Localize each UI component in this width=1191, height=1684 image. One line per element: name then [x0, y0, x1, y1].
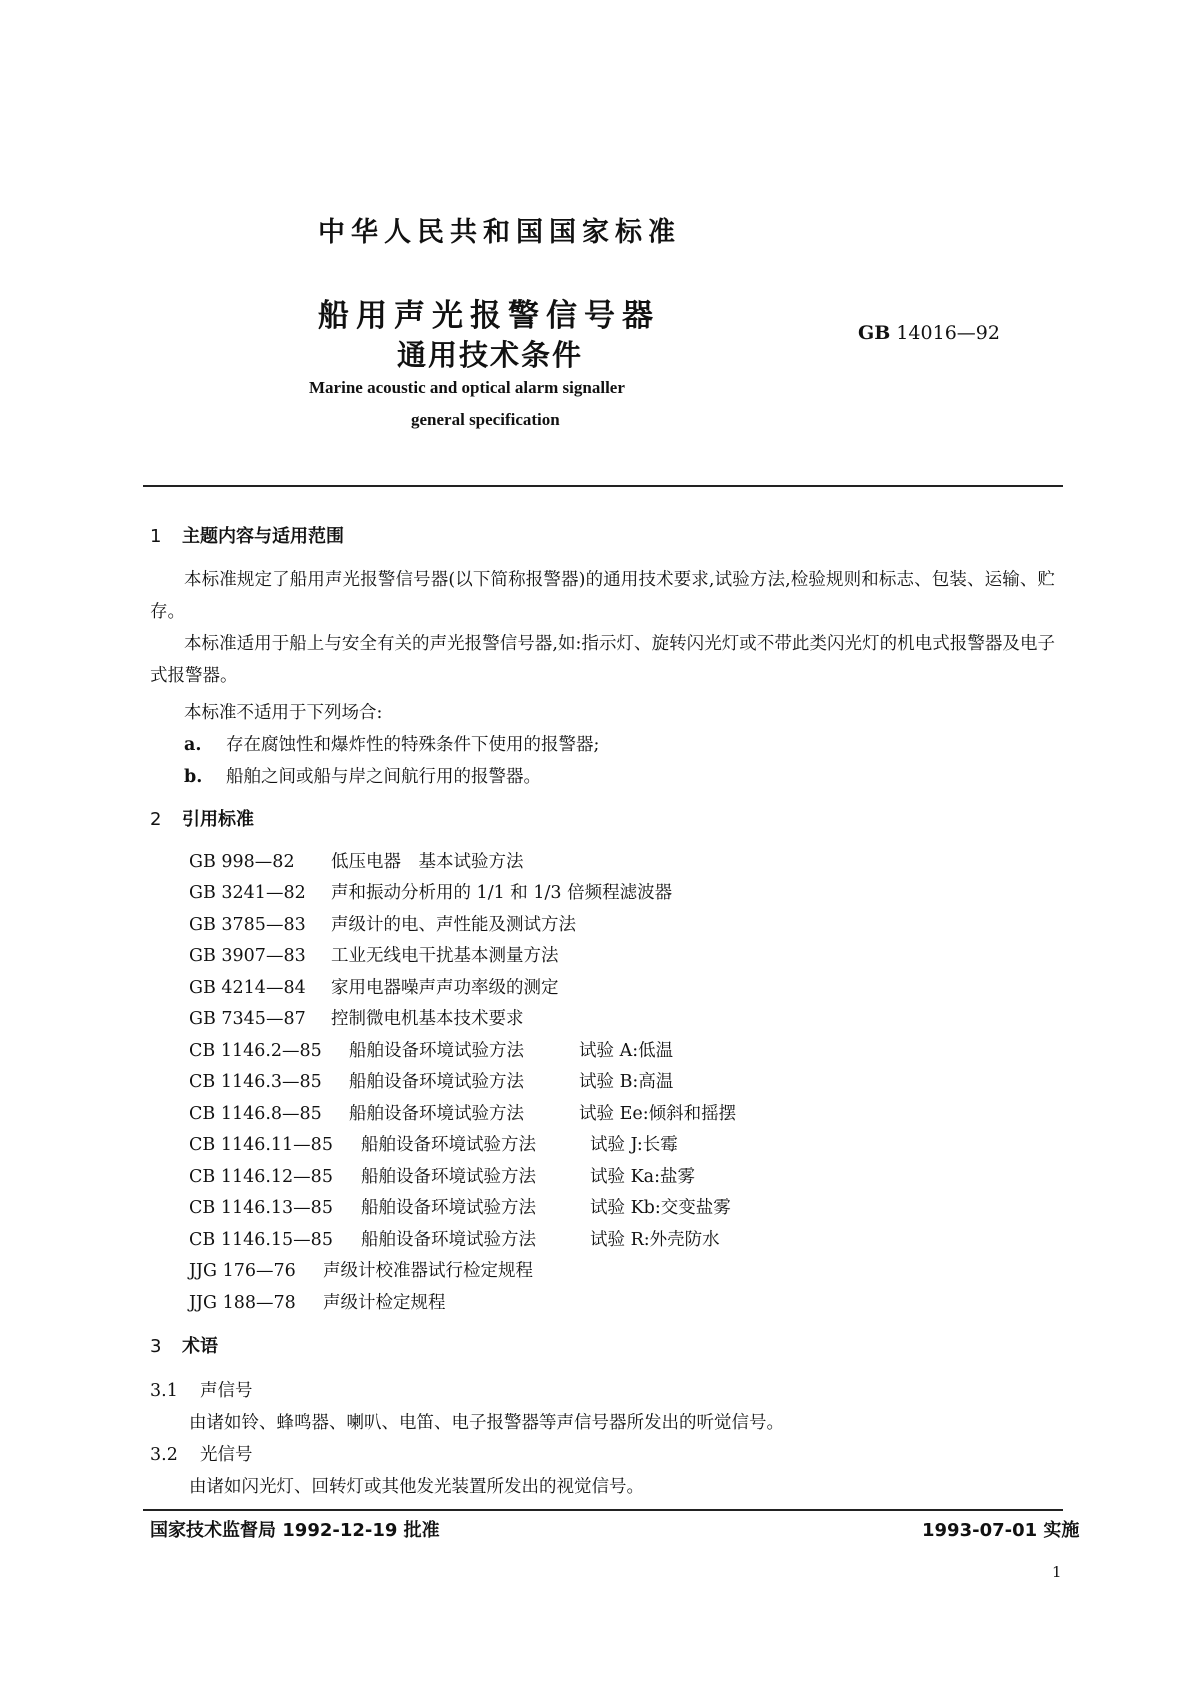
section-2-heading — [150, 805, 254, 831]
reference-code: GB 3785—83 — [189, 915, 306, 935]
reference-code: JJG 188—78 — [189, 1293, 296, 1313]
term-definition: 由诸如铃、蜂鸣器、喇叭、电笛、电子报警器等声信号器所发出的听觉信号。 — [189, 1413, 784, 1433]
section-1-para-2: 本标准适用于船上与安全有关的声光报警信号器,如:指示灯、旋转闪光灯或不带此类闪光灯的机电式报警器及电子式报警器。 — [150, 634, 1055, 686]
standard-code-prefix: GB — [858, 322, 891, 344]
reference-code: GB 4214—84 — [189, 978, 306, 998]
approval-note: 国家技术监督局 1992-12-19 批准 — [150, 1520, 440, 1541]
reference-item — [189, 974, 559, 999]
reference-test: 试验 J:长霉 — [590, 1135, 678, 1155]
reference-title: 声级计校准器试行检定规程 — [323, 1261, 533, 1281]
section-1-number: 1 — [150, 526, 162, 547]
reference-test: 试验 R:外壳防水 — [590, 1230, 720, 1250]
list-item — [184, 763, 541, 788]
term-name: 光信号 — [200, 1445, 253, 1465]
standard-code — [858, 322, 1000, 344]
reference-code: GB 998—82 — [189, 852, 295, 872]
section-2-title: 引用标准 — [182, 809, 254, 830]
reference-test: 试验 B:高温 — [579, 1072, 674, 1092]
section-1-title: 主题内容与适用范围 — [182, 526, 344, 547]
section-3-number: 3 — [150, 1336, 162, 1357]
reference-title: 声级计检定规程 — [323, 1293, 446, 1313]
list-item — [184, 731, 599, 756]
reference-code: GB 3241—82 — [189, 883, 306, 903]
reference-test: 试验 Ka:盐雾 — [590, 1167, 695, 1187]
reference-title: 船舶设备环境试验方法 — [349, 1104, 524, 1124]
reference-item — [189, 879, 672, 904]
reference-code: CB 1146.11—85 — [189, 1135, 333, 1155]
section-2-number: 2 — [150, 809, 162, 830]
issuer-heading: 中华人民共和国国家标准 — [318, 217, 681, 248]
effective-date: 1993-07-01 实施 — [922, 1520, 1080, 1541]
reference-test: 试验 A:低温 — [579, 1041, 674, 1061]
english-title-line2: general specification — [411, 410, 560, 429]
reference-title: 船舶设备环境试验方法 — [361, 1230, 536, 1250]
reference-item — [189, 1068, 673, 1093]
section-3-heading — [150, 1332, 218, 1358]
reference-title: 工业无线电干扰基本测量方法 — [331, 946, 559, 966]
reference-item — [189, 848, 524, 873]
standard-subtitle: 通用技术条件 — [397, 338, 584, 372]
reference-code: CB 1146.13—85 — [189, 1198, 333, 1218]
standard-code-number: 14016—92 — [896, 322, 1000, 344]
term-heading — [150, 1377, 253, 1402]
reference-code: CB 1146.8—85 — [189, 1104, 322, 1124]
footer-divider — [143, 1509, 1063, 1511]
reference-code: GB 7345—87 — [189, 1009, 306, 1029]
reference-code: CB 1146.12—85 — [189, 1167, 333, 1187]
reference-title: 控制微电机基本技术要求 — [331, 1009, 524, 1029]
reference-title: 船舶设备环境试验方法 — [361, 1198, 536, 1218]
reference-item — [189, 1257, 533, 1282]
term-name: 声信号 — [200, 1381, 253, 1401]
reference-title: 声和振动分析用的 1/1 和 1/3 倍频程滤波器 — [331, 883, 673, 903]
standard-title: 船用声光报警信号器 — [318, 298, 660, 334]
term-number: 3.2 — [150, 1445, 178, 1465]
term-heading — [150, 1441, 253, 1466]
reference-item — [189, 911, 576, 936]
english-title-line1: Marine acoustic and optical alarm signaller — [309, 378, 625, 397]
reference-item — [189, 1131, 678, 1156]
reference-item — [189, 1289, 446, 1314]
reference-item — [189, 1100, 736, 1125]
reference-item — [189, 942, 559, 967]
list-item-marker: b. — [184, 767, 203, 787]
reference-code: CB 1146.15—85 — [189, 1230, 333, 1250]
header-divider — [143, 485, 1063, 487]
term-definition: 由诸如闪光灯、回转灯或其他发光装置所发出的视觉信号。 — [189, 1477, 644, 1497]
reference-title: 船舶设备环境试验方法 — [349, 1041, 524, 1061]
list-item-text: 船舶之间或船与岸之间航行用的报警器。 — [226, 767, 541, 787]
reference-code: CB 1146.2—85 — [189, 1041, 322, 1061]
list-item-marker: a. — [184, 735, 202, 755]
page-number: 1 — [1052, 1563, 1062, 1581]
reference-code: CB 1146.3—85 — [189, 1072, 322, 1092]
reference-title: 船舶设备环境试验方法 — [349, 1072, 524, 1092]
reference-item — [189, 1163, 695, 1188]
reference-test: 试验 Kb:交变盐雾 — [590, 1198, 731, 1218]
reference-title: 船舶设备环境试验方法 — [361, 1167, 536, 1187]
list-item-text: 存在腐蚀性和爆炸性的特殊条件下使用的报警器; — [226, 735, 600, 755]
section-3-title: 术语 — [182, 1336, 218, 1357]
reference-item — [189, 1005, 524, 1030]
reference-code: JJG 176—76 — [189, 1261, 296, 1281]
reference-test: 试验 Ee:倾斜和摇摆 — [579, 1104, 737, 1124]
reference-item — [189, 1194, 731, 1219]
section-1-para-3: 本标准不适用于下列场合: — [184, 703, 383, 723]
term-number: 3.1 — [150, 1381, 178, 1401]
reference-title: 家用电器噪声声功率级的测定 — [331, 978, 559, 998]
reference-title: 船舶设备环境试验方法 — [361, 1135, 536, 1155]
section-1-para-1: 本标准规定了船用声光报警信号器(以下简称报警器)的通用技术要求,试验方法,检验规则和标志、包装、运输、贮存。 — [150, 570, 1055, 622]
reference-title: 低压电器 基本试验方法 — [331, 852, 524, 872]
section-1-heading — [150, 522, 344, 548]
reference-code: GB 3907—83 — [189, 946, 306, 966]
reference-item — [189, 1226, 720, 1251]
reference-title: 声级计的电、声性能及测试方法 — [331, 915, 576, 935]
reference-item — [189, 1037, 673, 1062]
